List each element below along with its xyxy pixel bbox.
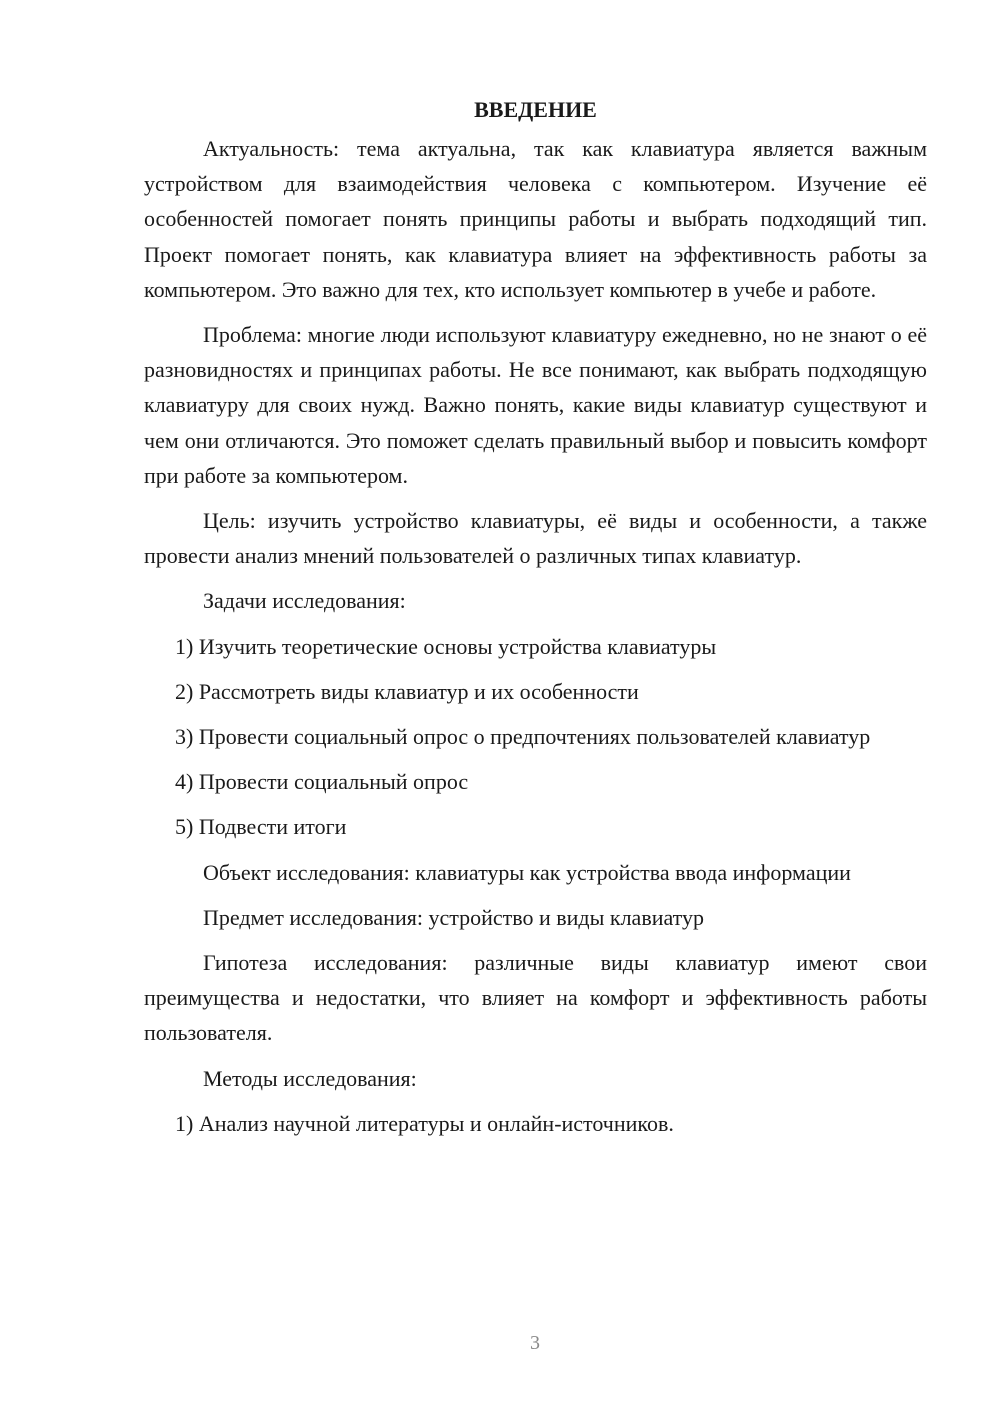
problem-paragraph: Проблема: многие люди используют клавиатуру ежедневно, но не знают о её разновидностях и принципах работы. Не все понимают, как выбрать подходящую клавиатуру для своих нужд. Важно понять, какие виды клавиатур существуют и чем они отличаются. Это поможет сделать правильный выбор и повысить комфорт при работе за компьютером. bbox=[144, 322, 927, 488]
section-heading: ВВЕДЕНИЕ bbox=[474, 97, 597, 122]
task-item: 4) Провести социальный опрос bbox=[175, 769, 469, 795]
method-item: 1) Анализ научной литературы и онлайн-источников. bbox=[175, 1110, 674, 1136]
task-item: 5) Подвести итоги bbox=[175, 814, 347, 840]
goal-paragraph: Цель: изучить устройство клавиатуры, её виды и особенности, а также провести анализ мнений пользователей о различных типах клавиатур. bbox=[144, 508, 927, 569]
subject-paragraph: Предмет исследования: устройство и виды клавиатур bbox=[203, 904, 705, 930]
relevance-paragraph: Актуальность: тема актуальна, так как клавиатура является важным устройством для взаимодействия человека с компьютером. Изучение её особенностей помогает понять принципы работы и выбрать подходящий тип. Проект помогает понять, как клавиатура влияет на эффективность работы за компьютером. Это важно для тех, кто использует компьютер в учебе и работе. bbox=[144, 136, 927, 302]
tasks-heading: Задачи исследования: bbox=[203, 588, 406, 614]
page-number: 3 bbox=[530, 1332, 540, 1354]
task-item: 2) Рассмотреть виды клавиатур и их особенности bbox=[175, 678, 639, 704]
hypothesis-paragraph: Гипотеза исследования: различные виды клавиатур имеют свои преимущества и недостатки, что влияет на комфорт и эффективность работы пользователя. bbox=[144, 950, 927, 1046]
methods-heading: Методы исследования: bbox=[203, 1065, 417, 1091]
document-page bbox=[144, 92, 927, 1151]
task-item: 1) Изучить теоретические основы устройства клавиатуры bbox=[175, 633, 717, 659]
object-paragraph: Объект исследования: клавиатуры как устройства ввода информации bbox=[203, 859, 851, 885]
task-item: 3) Провести социальный опрос о предпочтениях пользователей клавиатур bbox=[175, 724, 871, 750]
